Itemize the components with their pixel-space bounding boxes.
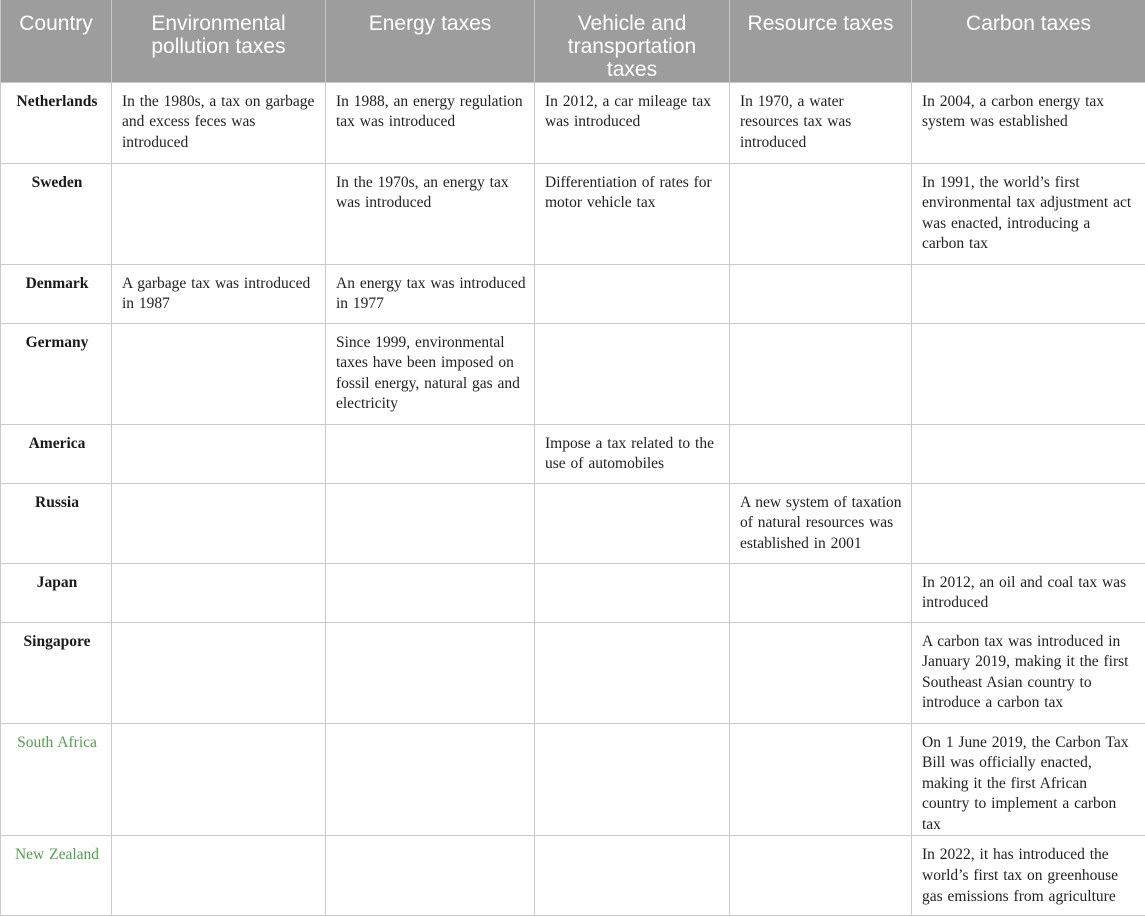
carbon-tax-cell xyxy=(912,264,1145,323)
country-cell: Singapore xyxy=(1,622,112,723)
energy-tax-cell xyxy=(326,563,535,622)
energy-tax-cell: In the 1970s, an energy tax was introduced xyxy=(326,163,535,264)
pollution-tax-cell xyxy=(112,563,326,622)
table-row xyxy=(1,483,1145,563)
energy-tax-cell: In 1988, an energy regulation tax was introduced xyxy=(326,82,535,163)
pollution-tax-cell xyxy=(112,483,326,563)
vehicle-tax-cell: In 2012, a car mileage tax was introduced xyxy=(535,82,730,163)
pollution-tax-cell xyxy=(112,323,326,424)
vehicle-tax-cell xyxy=(535,622,730,723)
resource-tax-cell xyxy=(730,163,912,264)
vehicle-tax-cell: Differentiation of rates for motor vehicle tax xyxy=(535,163,730,264)
pollution-tax-cell xyxy=(112,424,326,483)
table-row xyxy=(1,622,1145,723)
table-body xyxy=(1,82,1145,916)
table-row xyxy=(1,563,1145,622)
pollution-tax-cell xyxy=(112,836,326,916)
header-vehicle-transportation-taxes: Vehicle and transportation taxes xyxy=(535,0,730,82)
resource-tax-cell: A new system of taxation of natural resources was established in 2001 xyxy=(730,483,912,563)
country-cell: Denmark xyxy=(1,264,112,323)
resource-tax-cell xyxy=(730,836,912,916)
table-row xyxy=(1,163,1145,264)
table-row xyxy=(1,264,1145,323)
energy-tax-cell xyxy=(326,622,535,723)
country-cell: Netherlands xyxy=(1,82,112,163)
carbon-tax-cell: A carbon tax was introduced in January 2019, making it the first Southeast Asian country to introduce a carbon tax xyxy=(912,622,1145,723)
country-cell: America xyxy=(1,424,112,483)
header-resource-taxes: Resource taxes xyxy=(730,0,912,82)
vehicle-tax-cell xyxy=(535,723,730,836)
carbon-tax-cell xyxy=(912,323,1145,424)
energy-tax-cell xyxy=(326,483,535,563)
carbon-tax-cell: In 2022, it has introduced the world’s first tax on greenhouse gas emissions from agriculture xyxy=(912,836,1145,916)
energy-tax-cell xyxy=(326,723,535,836)
vehicle-tax-cell xyxy=(535,323,730,424)
pollution-tax-cell xyxy=(112,163,326,264)
carbon-tax-cell xyxy=(912,483,1145,563)
header-country: Country xyxy=(1,0,112,82)
energy-tax-cell xyxy=(326,836,535,916)
table-row xyxy=(1,723,1145,836)
country-cell: Japan xyxy=(1,563,112,622)
pollution-tax-cell xyxy=(112,723,326,836)
resource-tax-cell xyxy=(730,323,912,424)
country-link-new-zealand[interactable]: New Zealand xyxy=(1,836,112,916)
country-cell: Sweden xyxy=(1,163,112,264)
energy-tax-cell: Since 1999, environmental taxes have been imposed on fossil energy, natural gas and electricity xyxy=(326,323,535,424)
carbon-tax-cell: In 2004, a carbon energy tax system was established xyxy=(912,82,1145,163)
carbon-tax-cell: In 2012, an oil and coal tax was introduced xyxy=(912,563,1145,622)
vehicle-tax-cell xyxy=(535,836,730,916)
table-row xyxy=(1,323,1145,424)
pollution-tax-cell xyxy=(112,622,326,723)
vehicle-tax-cell xyxy=(535,483,730,563)
carbon-tax-cell xyxy=(912,424,1145,483)
country-link-south-africa[interactable]: South Africa xyxy=(1,723,112,836)
table-row xyxy=(1,836,1145,916)
table-row xyxy=(1,82,1145,163)
country-cell: Russia xyxy=(1,483,112,563)
pollution-tax-cell: In the 1980s, a tax on garbage and excess feces was introduced xyxy=(112,82,326,163)
vehicle-tax-cell: Impose a tax related to the use of automobiles xyxy=(535,424,730,483)
resource-tax-cell xyxy=(730,424,912,483)
header-energy-taxes: Energy taxes xyxy=(326,0,535,82)
carbon-tax-cell: On 1 June 2019, the Carbon Tax Bill was officially enacted, making it the first African country to implement a carbon tax xyxy=(912,723,1145,836)
header-row xyxy=(1,0,1145,82)
table-header xyxy=(1,0,1145,82)
resource-tax-cell: In 1970, a water resources tax was introduced xyxy=(730,82,912,163)
table-row xyxy=(1,424,1145,483)
pollution-tax-cell: A garbage tax was introduced in 1987 xyxy=(112,264,326,323)
carbon-tax-cell: In 1991, the world’s first environmental tax adjustment act was enacted, introducing a carbon tax xyxy=(912,163,1145,264)
header-environmental-pollution-taxes: Environmental pollution taxes xyxy=(112,0,326,82)
vehicle-tax-cell xyxy=(535,563,730,622)
vehicle-tax-cell xyxy=(535,264,730,323)
resource-tax-cell xyxy=(730,563,912,622)
resource-tax-cell xyxy=(730,723,912,836)
energy-tax-cell xyxy=(326,424,535,483)
country-cell: Germany xyxy=(1,323,112,424)
header-carbon-taxes: Carbon taxes xyxy=(912,0,1145,82)
resource-tax-cell xyxy=(730,264,912,323)
energy-tax-cell: An energy tax was introduced in 1977 xyxy=(326,264,535,323)
resource-tax-cell xyxy=(730,622,912,723)
